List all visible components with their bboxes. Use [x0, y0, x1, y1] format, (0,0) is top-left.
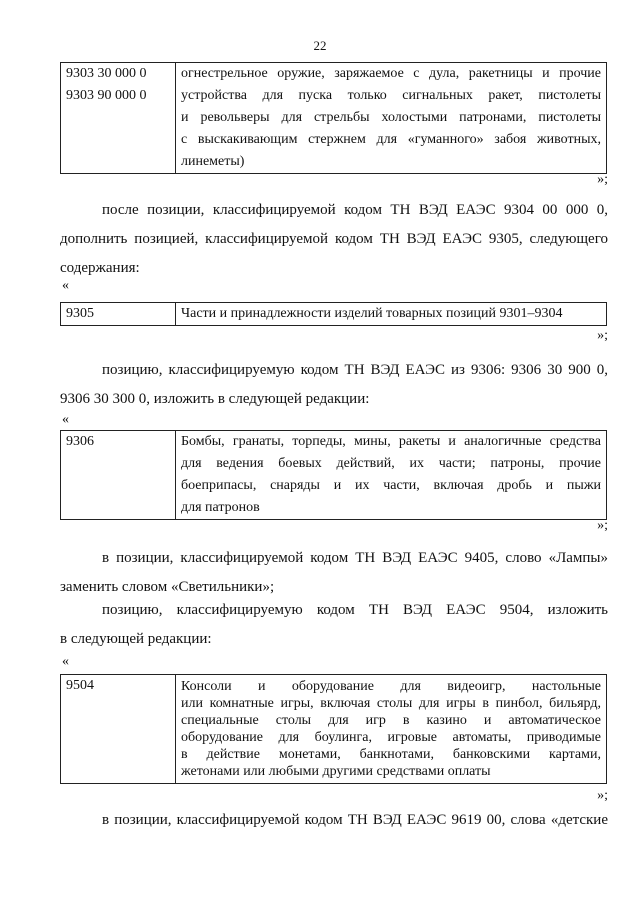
paragraph-line: в позиции, классифицируемой кодом ТН ВЭД ЕАЭС 9405, слово «Лампы» — [102, 550, 608, 566]
paragraph-line: заменить словом «Светильники»; — [60, 579, 275, 595]
paragraph-line: содержания: — [60, 260, 140, 276]
table-row — [61, 431, 607, 520]
paragraph-line: дополнить позицией, классифицируемой кодом ТН ВЭД ЕАЭС 9305, следующего — [60, 231, 608, 247]
description-line: Части и принадлежности изделий товарных позиций 9301–9304 — [181, 306, 563, 321]
description-line: в действие монетами, банкнотами, банковскими картами, — [181, 747, 601, 762]
description-line: или комнатные игры, включая столы для игры в пинбол, бильярд, — [181, 696, 601, 711]
tariff-code: 9504 — [66, 678, 94, 693]
closing-quote: »; — [597, 518, 608, 533]
tariff-table-9306 — [60, 430, 607, 520]
table-row — [61, 63, 607, 174]
code-cell — [61, 63, 176, 174]
paragraph-line: 9306 30 300 0, изложить в следующей редакции: — [60, 391, 370, 407]
description-line: огнестрельное оружие, заряжаемое с дула, ракетницы и прочие — [181, 66, 601, 81]
description-line: для патронов — [181, 500, 260, 515]
description-cell — [176, 675, 607, 784]
description-line: и револьверы для стрельбы холостыми патронами, пистолеты — [181, 110, 601, 125]
closing-quote: »; — [597, 172, 608, 187]
description-cell — [176, 303, 607, 326]
tariff-code: 9303 30 000 0 — [66, 66, 147, 81]
description-line: с выскакивающим стержнем для «гуманного» забоя животных, — [181, 132, 601, 147]
tariff-code: 9303 90 000 0 — [66, 88, 147, 103]
tariff-table-9303 — [60, 62, 607, 174]
paragraph-line: позицию, классифицируемую кодом ТН ВЭД ЕАЭС 9504, изложить — [102, 602, 608, 618]
code-cell — [61, 675, 176, 784]
paragraph-after-9304 — [60, 196, 608, 283]
opening-quote: « — [62, 278, 69, 293]
tariff-code: 9306 — [66, 434, 94, 449]
paragraph-line: в позиции, классифицируемой кодом ТН ВЭД ЕАЭС 9619 00, слова «детские — [102, 812, 608, 828]
opening-quote: « — [62, 412, 69, 427]
paragraph-line: в следующей редакции: — [60, 631, 212, 647]
description-cell — [176, 63, 607, 174]
paragraph-line: после позиции, классифицируемой кодом ТН ВЭД ЕАЭС 9304 00 000 0, — [102, 202, 608, 218]
tariff-table-9504 — [60, 674, 607, 784]
paragraph-9619 — [60, 806, 608, 835]
paragraph-9504 — [60, 596, 608, 654]
description-line: Бомбы, гранаты, торпеды, мины, ракеты и аналогичные средства — [181, 434, 601, 449]
opening-quote: « — [62, 654, 69, 669]
description-line: устройства для пуска только сигнальных ракет, пистолеты — [181, 88, 601, 103]
tariff-table-9305 — [60, 302, 607, 326]
description-line: специальные столы для игр в казино и автоматическое — [181, 713, 601, 728]
closing-quote: »; — [597, 328, 608, 343]
table-row — [61, 303, 607, 326]
code-cell — [61, 303, 176, 326]
description-line: Консоли и оборудование для видеоигр, настольные — [181, 679, 601, 694]
paragraph-9306 — [60, 356, 608, 414]
tariff-code: 9305 — [66, 306, 94, 321]
description-line: боеприпасы, снаряды и их части, включая дробь и пыжи — [181, 478, 601, 493]
closing-quote: »; — [597, 788, 608, 803]
table-row — [61, 675, 607, 784]
description-line: для ведения боевых действий, их части; патроны, прочие — [181, 456, 601, 471]
description-cell — [176, 431, 607, 520]
paragraph-line: позицию, классифицируемую кодом ТН ВЭД ЕАЭС из 9306: 9306 30 900 0, — [102, 362, 608, 378]
description-line: жетонами или любыми другими средствами оплаты — [181, 764, 491, 779]
page-number: 22 — [313, 38, 327, 53]
paragraph-9405 — [60, 544, 608, 602]
description-line: линеметы) — [181, 154, 245, 169]
code-cell — [61, 431, 176, 520]
description-line: оборудование для боулинга, игровые автоматы, приводимые — [181, 730, 601, 745]
